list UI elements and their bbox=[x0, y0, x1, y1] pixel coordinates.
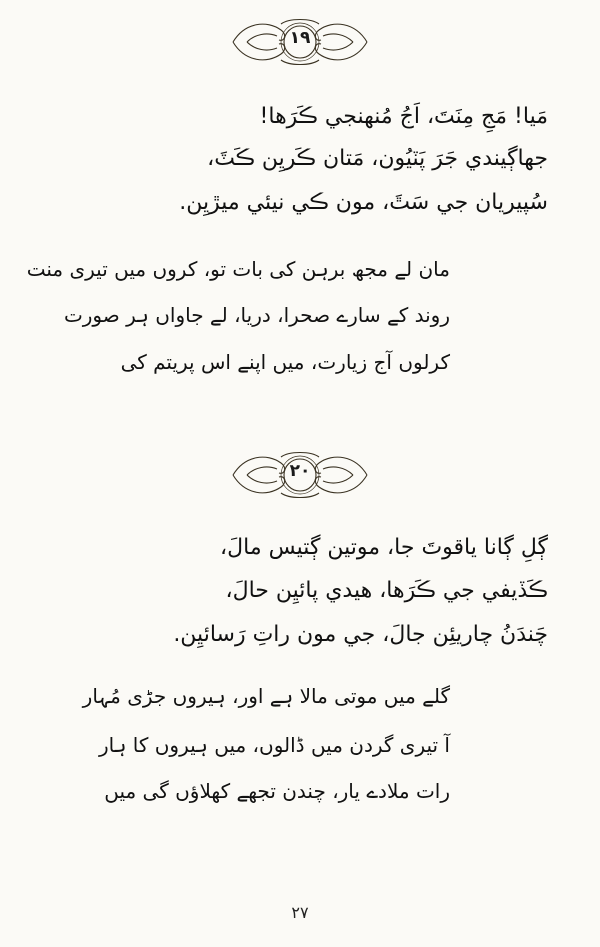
sindhi-verse-line: ڪَڏيفي جي ڪَرَها، هيدي پائيِن حالَ، bbox=[225, 578, 548, 603]
verse-number: ٢٠ bbox=[289, 461, 311, 481]
urdu-translation-line: مان لے مجھ برہن کی بات تو، کروں میں تیری منت bbox=[26, 257, 450, 281]
sindhi-verse-line: چَندَنُ چاريئِن جالَ، جي مون راتِ رَسائيِن. bbox=[173, 622, 548, 647]
page-number: ٢٧ bbox=[291, 903, 309, 922]
urdu-translation-line: رات ملادے یار، چندن تجھے کھلاؤں گی میں bbox=[104, 779, 450, 803]
urdu-translation-line: آ تیری گردن میں ڈالوں، میں ہیروں کا ہار bbox=[98, 733, 450, 757]
verse-number-ornament bbox=[225, 16, 375, 68]
sindhi-verse-line: سُپيريان جي سَٿَ، مون ڪي نيئي ميڙيِن. bbox=[179, 190, 548, 215]
sindhi-verse-line: مَيا! مَجِ مِنَتَ، اَجُ مُنهنجي ڪَرَها! bbox=[259, 104, 548, 129]
urdu-translation-line: روند کے سارے صحرا، دریا، لے جاواں ہر صورت bbox=[63, 303, 450, 327]
verse-number-ornament bbox=[225, 449, 375, 501]
sindhi-verse-line: ڳلِ ڳانا ياقوتَ جا، موتين ڳتيس مالَ، bbox=[220, 535, 548, 560]
urdu-translation-line: کرلوں آج زیارت، میں اپنے اس پریتم کی bbox=[120, 350, 450, 374]
sindhi-verse-line: جهاڳيندي جَرَ پَٽيُون، مَتان ڪَريِن ڪَٽَ، bbox=[207, 146, 548, 171]
urdu-translation-line: گلے میں موتی مالا ہے اور، ہیروں جڑی مُہار bbox=[82, 684, 450, 708]
verse-number: ١٩ bbox=[289, 28, 311, 48]
